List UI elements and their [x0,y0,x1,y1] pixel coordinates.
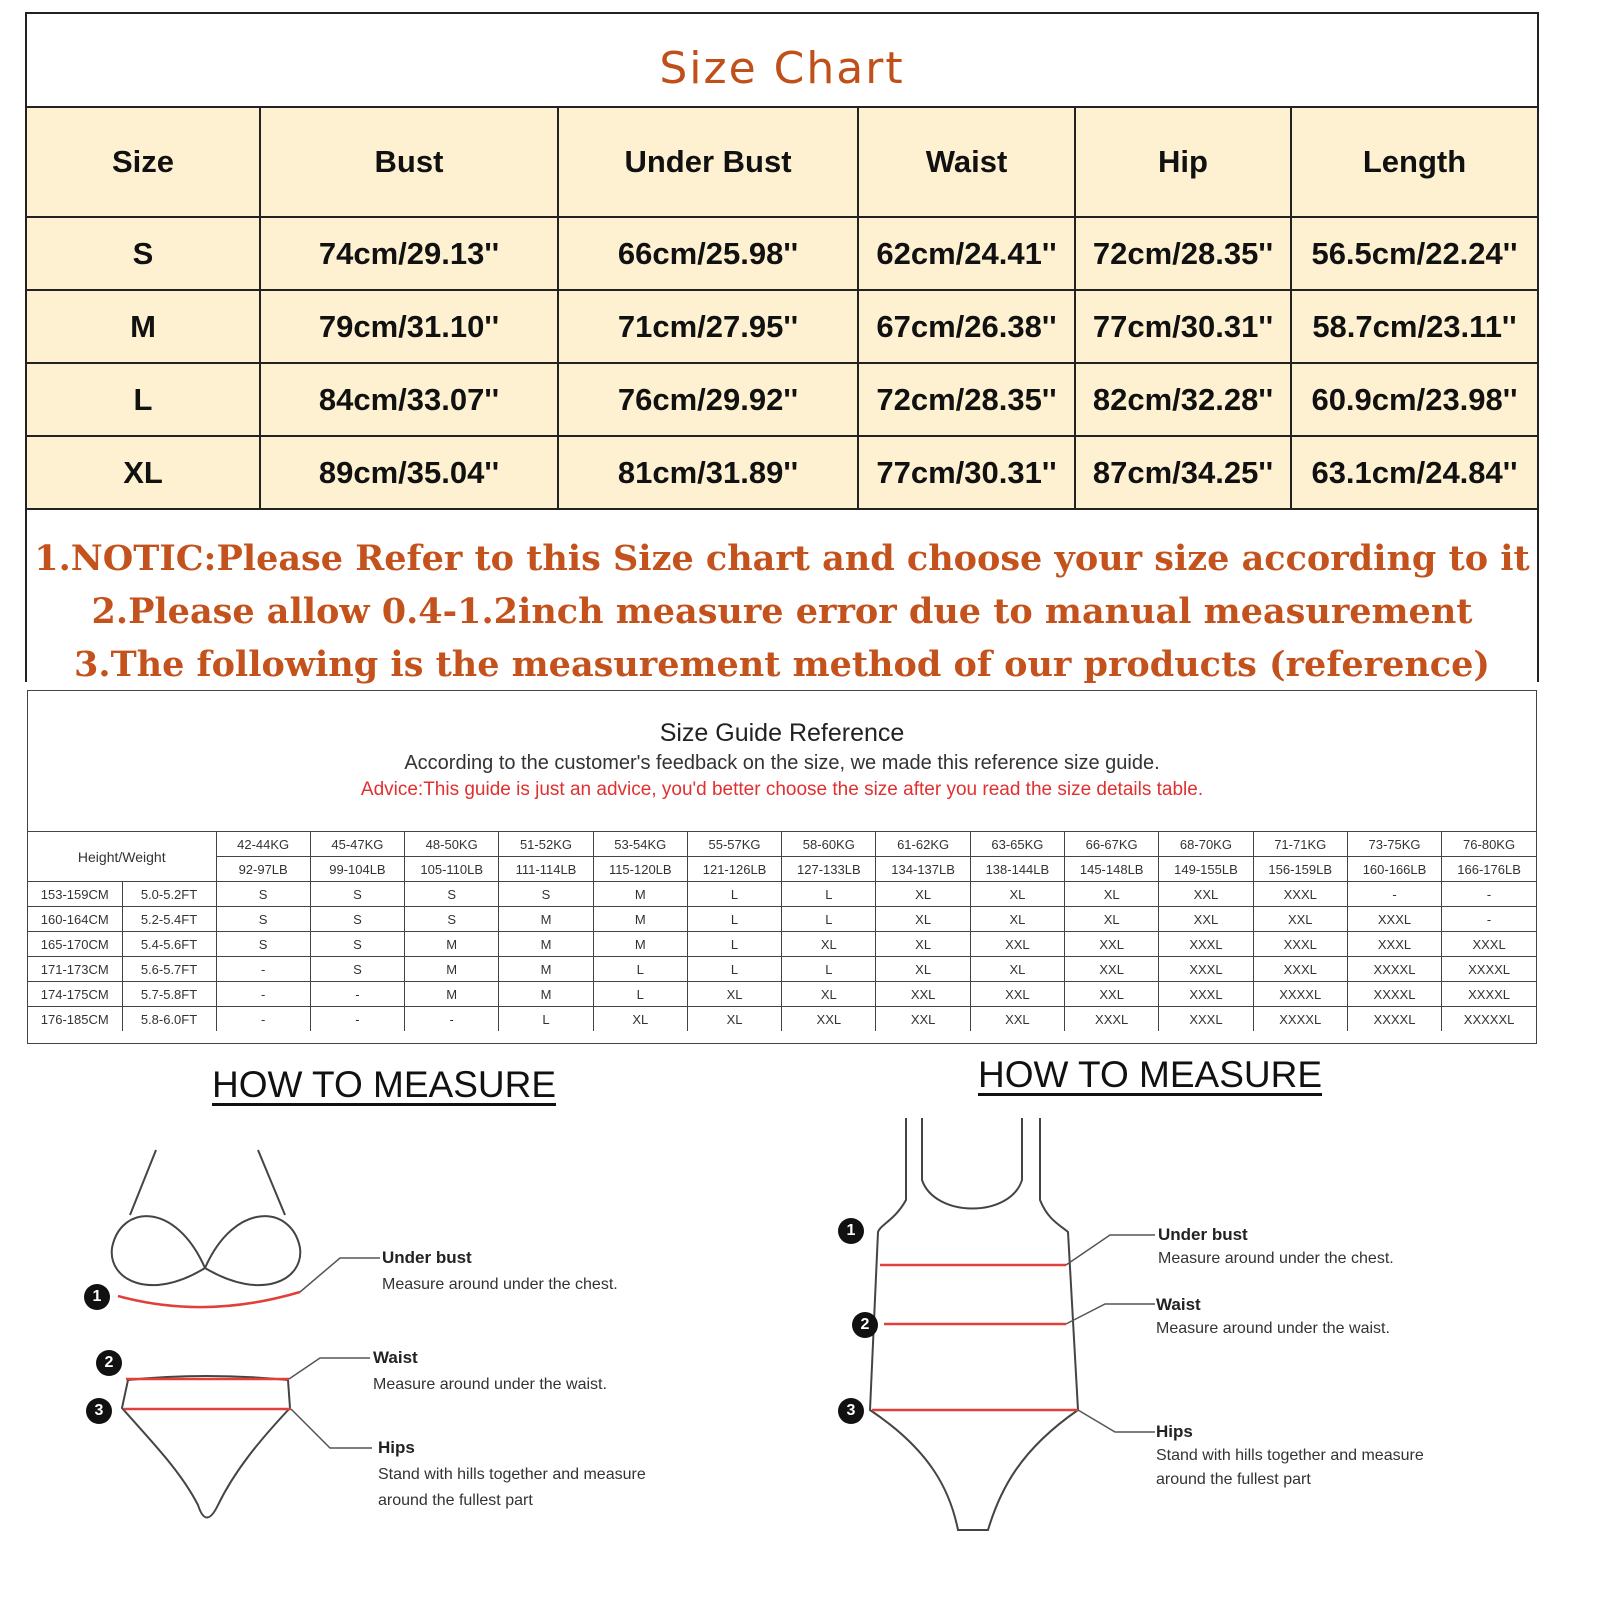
size-guide-cell: XXL [970,982,1064,1007]
size-chart-size-cell: XL [27,436,260,509]
note-3: 3.The following is the measurement method of our products (reference) [74,644,1490,685]
weight-kg-header: 66-67KG [1065,832,1159,857]
size-chart-cell: 56.5cm/22.24'' [1291,217,1537,290]
weight-lb-header: 92-97LB [216,857,310,882]
size-chart-cell: 58.7cm/23.11'' [1291,290,1537,363]
size-chart-cell: 81cm/31.89'' [558,436,858,509]
weight-lb-header: 149-155LB [1159,857,1253,882]
weight-kg-header: 71-71KG [1253,832,1347,857]
size-guide-cell: L [687,932,781,957]
size-guide-cell: S [499,882,593,907]
size-guide-cell: XXXXL [1442,957,1536,982]
size-guide-cell: XL [970,957,1064,982]
size-guide-cell: - [310,1007,404,1032]
bra-cup-right [205,1216,300,1285]
size-guide-cell: L [782,882,876,907]
header-waist: Waist [858,108,1075,217]
height-cm-cell: 165-170CM [28,932,122,957]
desc-hips-left-line2: around the fullest part [378,1492,533,1509]
size-guide-cell: XXXL [1442,932,1536,957]
size-guide-cell: XL [1065,882,1159,907]
size-chart-cell: 89cm/35.04'' [260,436,558,509]
size-guide-cell: S [405,882,499,907]
size-guide-cell: - [1442,907,1536,932]
size-guide-cell: XXXL [1159,1007,1253,1032]
height-cm-cell: 174-175CM [28,982,122,1007]
desc-hips-right-line1: Stand with hills together and measure [1156,1447,1424,1464]
swimsuit-neckline [922,1118,1022,1209]
size-guide-cell: XL [593,1007,687,1032]
marker-1-right: 1 [838,1218,864,1244]
size-guide-cell: S [216,907,310,932]
height-ft-cell: 5.6-5.7FT [122,957,216,982]
size-guide-cell: XXXXXL [1442,1007,1536,1032]
size-guide-cell: - [216,1007,310,1032]
weight-lb-header: 166-176LB [1442,857,1536,882]
header-bust: Bust [260,108,558,217]
label-hips-right: Hips [1156,1422,1193,1441]
height-ft-cell: 5.0-5.2FT [122,882,216,907]
header-length: Length [1291,108,1537,217]
size-chart-cell: 84cm/33.07'' [260,363,558,436]
size-guide-cell: XXL [1065,932,1159,957]
size-guide-cell: - [216,957,310,982]
size-guide-cell: - [310,982,404,1007]
size-chart-size-cell: L [27,363,260,436]
size-chart-cell: 74cm/29.13'' [260,217,558,290]
size-guide-cell: L [687,957,781,982]
size-guide-cell: S [310,932,404,957]
size-chart-cell: 67cm/26.38'' [858,290,1075,363]
how-to-measure-title-right: HOW TO MEASURE [978,1054,1323,1095]
size-chart-cell: 62cm/24.41'' [858,217,1075,290]
size-guide-cell: XL [876,932,970,957]
weight-lb-header: 121-126LB [687,857,781,882]
height-cm-cell: 160-164CM [28,907,122,932]
size-guide-cell: M [593,882,687,907]
note-1: 1.NOTIC:Please Refer to this Size chart and choose your size according to it [34,538,1530,579]
marker-2-left: 2 [96,1350,122,1376]
desc-under-bust-right: Measure around under the chest. [1158,1250,1394,1267]
size-guide-cell: XL [876,882,970,907]
weight-kg-header: 51-52KG [499,832,593,857]
size-chart-cell: 82cm/32.28'' [1075,363,1291,436]
weight-kg-header: 48-50KG [405,832,499,857]
size-guide-cell: XXXL [1253,932,1347,957]
bra-cup-left [112,1216,205,1285]
how-to-measure-title-left: HOW TO MEASURE [212,1064,557,1105]
size-chart-title: Size Chart [27,14,1537,108]
size-guide-cell: S [310,907,404,932]
size-guide-cell: XXXXL [1347,957,1441,982]
weight-lb-header: 105-110LB [405,857,499,882]
swimsuit-measure-lines [872,1265,1078,1410]
bikini-bottom [122,1376,290,1518]
size-guide-cell: XL [687,1007,781,1032]
marker-1-left: 1 [84,1284,110,1310]
size-guide-cell: - [1442,882,1536,907]
label-hips-left: Hips [378,1438,415,1457]
size-guide-cell: XL [782,932,876,957]
size-chart-cell: 63.1cm/24.84'' [1291,436,1537,509]
marker-2-right: 2 [852,1312,878,1338]
bra-strap-left [130,1150,156,1215]
swimsuit-leader-lines [1066,1235,1155,1432]
size-guide-cell: XXL [1159,907,1253,932]
weight-kg-header: 55-57KG [687,832,781,857]
size-guide-cell: M [593,932,687,957]
size-guide-cell: XL [876,957,970,982]
size-guide-cell: XL [782,982,876,1007]
size-guide-cell: L [782,957,876,982]
size-guide-cell: M [499,957,593,982]
size-guide-cell: XXXL [1159,957,1253,982]
weight-kg-header: 42-44KG [216,832,310,857]
size-guide-cell: XXL [782,1007,876,1032]
size-chart-cell: 87cm/34.25'' [1075,436,1291,509]
size-guide-cell: L [687,907,781,932]
size-guide-cell: XXXXL [1442,982,1536,1007]
weight-lb-header: 111-114LB [499,857,593,882]
bikini-leader-lines [289,1258,380,1448]
size-guide-cell: XXXL [1347,907,1441,932]
weight-lb-header: 145-148LB [1065,857,1159,882]
size-chart-size-cell: M [27,290,260,363]
weight-kg-header: 76-80KG [1442,832,1536,857]
size-guide-cell: XXL [876,982,970,1007]
bra-strap-right [258,1150,285,1215]
size-guide-cell: M [499,982,593,1007]
label-waist-left: Waist [373,1348,418,1367]
weight-kg-header: 61-62KG [876,832,970,857]
size-guide-cell: - [1347,882,1441,907]
size-guide-cell: L [687,882,781,907]
size-guide-cell: XXL [970,932,1064,957]
size-guide-cell: S [216,882,310,907]
size-chart-cell: 77cm/30.31'' [1075,290,1291,363]
label-under-bust-right: Under bust [1158,1225,1248,1244]
size-guide-cell: XXXL [1253,882,1347,907]
note-2: 2.Please allow 0.4-1.2inch measure error due to manual measurement [91,591,1473,632]
size-guide-cell: XXL [970,1007,1064,1032]
measure-line-under-bust-left [118,1292,300,1307]
weight-lb-header: 127-133LB [782,857,876,882]
size-guide-corner: Height/Weight [28,832,216,882]
weight-lb-header: 160-166LB [1347,857,1441,882]
weight-kg-header: 63-65KG [970,832,1064,857]
size-guide-cell: XL [970,882,1064,907]
size-chart-cell: 66cm/25.98'' [558,217,858,290]
height-cm-cell: 153-159CM [28,882,122,907]
size-guide-advice: Advice:This guide is just an advice, you'd better choose the size after you read the size details table. [360,779,1204,800]
size-chart-cell: 79cm/31.10'' [260,290,558,363]
height-ft-cell: 5.2-5.4FT [122,907,216,932]
bikini-measure-lines [118,1292,300,1409]
size-guide-cell: M [499,932,593,957]
size-guide-cell: XXL [1253,907,1347,932]
height-ft-cell: 5.8-6.0FT [122,1007,216,1032]
size-guide-cell: XL [687,982,781,1007]
size-guide-cell: L [593,957,687,982]
size-guide-cell: XXXL [1159,982,1253,1007]
size-guide-cell: XXXL [1159,932,1253,957]
size-guide-cell: L [593,982,687,1007]
size-guide-cell: XL [876,907,970,932]
height-cm-cell: 171-173CM [28,957,122,982]
weight-lb-header: 156-159LB [1253,857,1347,882]
header-hip: Hip [1075,108,1291,217]
size-guide-cell: XXXXL [1253,1007,1347,1032]
size-guide-title: Size Guide Reference [659,719,905,747]
size-guide-cell: - [405,1007,499,1032]
desc-under-bust-left: Measure around under the chest. [382,1276,618,1293]
header-under-bust: Under Bust [558,108,858,217]
header-size: Size [27,108,260,217]
size-chart-cell: 72cm/28.35'' [1075,217,1291,290]
size-guide-cell: M [405,957,499,982]
marker-3-right: 3 [838,1398,864,1424]
size-guide-cell: XXXL [1065,1007,1159,1032]
size-guide-cell: XXXXL [1253,982,1347,1007]
size-guide-cell: XXXXL [1347,982,1441,1007]
size-guide-cell: S [216,932,310,957]
size-guide-cell: M [405,982,499,1007]
desc-waist-right: Measure around under the waist. [1156,1320,1390,1337]
weight-lb-header: 99-104LB [310,857,404,882]
size-guide-cell: XL [1065,907,1159,932]
height-ft-cell: 5.7-5.8FT [122,982,216,1007]
weight-lb-header: 138-144LB [970,857,1064,882]
size-guide-cell: XL [970,907,1064,932]
desc-hips-left-line1: Stand with hills together and measure [378,1466,646,1483]
weight-kg-header: 53-54KG [593,832,687,857]
size-guide-cell: S [310,882,404,907]
weight-kg-header: 45-47KG [310,832,404,857]
size-guide-cell: M [499,907,593,932]
size-guide-cell: XXL [1065,982,1159,1007]
height-cm-cell: 176-185CM [28,1007,122,1032]
size-guide-cell: L [499,1007,593,1032]
weight-lb-header: 134-137LB [876,857,970,882]
label-waist-right: Waist [1156,1295,1201,1314]
size-guide-cell: XXXL [1253,957,1347,982]
size-guide-cell: XXXXL [1347,1007,1441,1032]
weight-lb-header: 115-120LB [593,857,687,882]
bikini-illustration [112,1150,301,1518]
size-guide-subtitle: According to the customer's feedback on the size, we made this reference size guide. [404,752,1160,774]
weight-kg-header: 73-75KG [1347,832,1441,857]
marker-3-left: 3 [86,1398,112,1424]
label-under-bust-left: Under bust [382,1248,472,1267]
weight-kg-header: 58-60KG [782,832,876,857]
size-guide-cell: S [310,957,404,982]
size-chart-cell: 77cm/30.31'' [858,436,1075,509]
size-guide-cell: XXL [1065,957,1159,982]
size-chart-cell: 76cm/29.92'' [558,363,858,436]
size-guide-cell: XXXL [1347,932,1441,957]
size-guide-cell: L [782,907,876,932]
size-guide-cell: XXL [876,1007,970,1032]
size-chart-cell: 72cm/28.35'' [858,363,1075,436]
weight-kg-header: 68-70KG [1159,832,1253,857]
size-guide-cell: M [405,932,499,957]
size-guide-cell: M [593,907,687,932]
desc-waist-left: Measure around under the waist. [373,1376,607,1393]
size-chart-size-cell: S [27,217,260,290]
size-guide-cell: XXL [1159,882,1253,907]
size-chart-cell: 60.9cm/23.98'' [1291,363,1537,436]
size-guide-cell: - [216,982,310,1007]
size-chart-cell: 71cm/27.95'' [558,290,858,363]
size-guide-cell: S [405,907,499,932]
height-ft-cell: 5.4-5.6FT [122,932,216,957]
desc-hips-right-line2: around the fullest part [1156,1471,1311,1488]
